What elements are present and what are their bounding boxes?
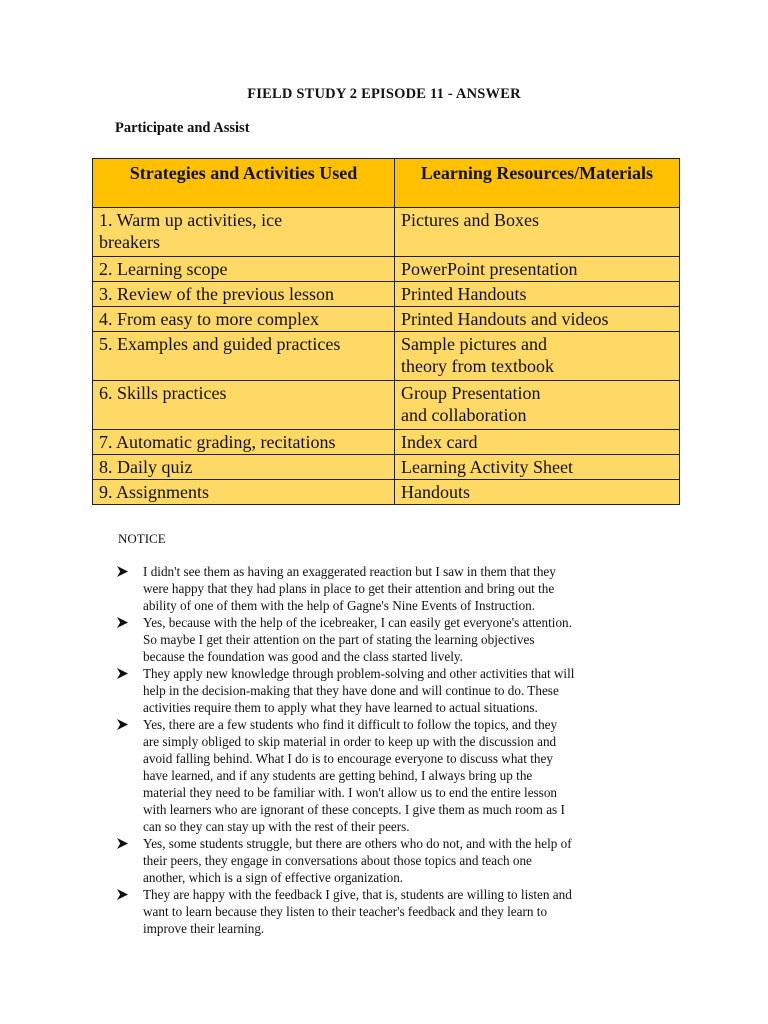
strategy-cell (93, 208, 395, 257)
document-title: FIELD STUDY 2 EPISODE 11 - ANSWER (247, 86, 521, 102)
resource-cell (395, 430, 680, 455)
strategy-cell-line: 3. Review of the previous lesson (99, 284, 334, 304)
table-row (93, 430, 680, 455)
resource-cell (395, 307, 680, 332)
resource-cell-line: Group Presentation (401, 383, 541, 403)
resource-cell-line: Handouts (401, 482, 470, 502)
strategy-cell-line: breakers (99, 232, 160, 252)
header-resources: Learning Resources/Materials (395, 159, 680, 208)
strategy-cell (93, 480, 395, 505)
resource-cell (395, 208, 680, 257)
arrowhead-bullet-icon (117, 838, 128, 849)
strategy-cell-line: 1. Warm up activities, ice (99, 210, 283, 230)
resource-cell (395, 455, 680, 480)
notice-item-line: their peers, they engage in conversations about those topics and teach one (143, 853, 532, 868)
resource-cell-line: Index card (401, 432, 478, 452)
table-row (93, 282, 680, 307)
resource-cell (395, 332, 680, 381)
strategy-cell-line: 4. From easy to more complex (99, 309, 319, 329)
strategy-cell (93, 307, 395, 332)
strategies-table (92, 158, 680, 505)
resource-cell (395, 257, 680, 282)
notice-item-line: They are happy with the feedback I give, that is, students are willing to listen and (143, 887, 572, 902)
table-row (93, 480, 680, 505)
resource-cell-line: Printed Handouts (401, 284, 527, 304)
notice-item (117, 563, 657, 614)
strategy-cell-line: 9. Assignments (99, 482, 210, 502)
header-strategies: Strategies and Activities Used (93, 159, 395, 208)
notice-item-line: I didn't see them as having an exaggerated reaction but I saw in them that they (143, 564, 556, 579)
table-row (93, 332, 680, 381)
notice-item-line: help in the decision-making that they have done and will continue to do. These (143, 683, 559, 698)
notice-item-line: Yes, there are a few students who find it difficult to follow the topics, and they (143, 717, 558, 732)
notice-item-line: avoid falling behind. What I do is to encourage everyone to discuss what they (143, 751, 553, 766)
notice-item-line: ability of one of them with the help of Gagne's Nine Events of Instruction. (143, 598, 536, 613)
strategy-cell (93, 455, 395, 480)
notice-item (117, 614, 657, 665)
resource-cell-line: Sample pictures and (401, 334, 547, 354)
resource-cell-line: and collaboration (401, 405, 527, 425)
table-row (93, 257, 680, 282)
strategy-cell-line: 7. Automatic grading, recitations (99, 432, 336, 452)
notice-item-line: Yes, some students struggle, but there are others who do not, and with the help of (143, 836, 572, 851)
notice-item (117, 835, 657, 886)
notice-item-line: Yes, because with the help of the icebreaker, I can easily get everyone's attention. (143, 615, 572, 630)
resource-cell (395, 480, 680, 505)
arrowhead-bullet-icon (117, 617, 128, 628)
arrowhead-bullet-icon (117, 668, 128, 679)
table-row (93, 307, 680, 332)
notice-item-line: another, which is a sign of effective organization. (143, 870, 404, 885)
strategy-cell (93, 282, 395, 307)
notice-item (117, 716, 657, 835)
notice-item-line: material they need to be familiar with. I won't allow us to end the entire lesson (143, 785, 558, 800)
arrowhead-bullet-icon (117, 566, 128, 577)
strategy-cell (93, 257, 395, 282)
strategy-cell-line: 8. Daily quiz (99, 457, 193, 477)
notice-item (117, 886, 657, 937)
notice-item-line: with learners who are ignorant of these concepts. I give them as much room as I (143, 802, 565, 817)
notice-label: NOTICE (118, 531, 166, 546)
resource-cell-line: Learning Activity Sheet (401, 457, 573, 477)
notice-item-line: activities require them to apply what they have learned to actual situations. (143, 700, 538, 715)
resource-cell-line: theory from textbook (401, 356, 554, 376)
resource-cell-line: Printed Handouts and videos (401, 309, 609, 329)
resource-cell (395, 381, 680, 430)
table-header-row (93, 159, 680, 208)
notice-list (117, 563, 657, 937)
arrowhead-bullet-icon (117, 889, 128, 900)
notice-item-line: have learned, and if any students are getting behind, I always bring up the (143, 768, 533, 783)
notice-item-line: improve their learning. (143, 921, 265, 936)
notice-item-line: are simply obliged to skip material in order to keep up with the discussion and (143, 734, 557, 749)
table-row (93, 455, 680, 480)
strategy-cell (93, 381, 395, 430)
notice-item-line: can so they can stay up with the rest of their peers. (143, 819, 410, 834)
resource-cell-line: Pictures and Boxes (401, 210, 539, 230)
strategy-cell-line: 5. Examples and guided practices (99, 334, 341, 354)
notice-item-line: want to learn because they listen to their teacher's feedback and they learn to (143, 904, 548, 919)
notice-item-line: were happy that they had plans in place to get their attention and bring out the (143, 581, 555, 596)
strategy-cell-line: 2. Learning scope (99, 259, 228, 279)
resource-cell (395, 282, 680, 307)
notice-item-line: because the foundation was good and the class started lively. (143, 649, 463, 664)
table-row (93, 208, 680, 257)
strategy-cell-line: 6. Skills practices (99, 383, 227, 403)
arrowhead-bullet-icon (117, 719, 128, 730)
notice-item (117, 665, 657, 716)
table-row (93, 381, 680, 430)
strategy-cell (93, 430, 395, 455)
section-subtitle: Participate and Assist (115, 120, 250, 136)
notice-item-line: So maybe I get their attention on the part of stating the learning objectives (143, 632, 535, 647)
strategy-cell (93, 332, 395, 381)
resource-cell-line: PowerPoint presentation (401, 259, 578, 279)
notice-item-line: They apply new knowledge through problem-solving and other activities that will (143, 666, 575, 681)
